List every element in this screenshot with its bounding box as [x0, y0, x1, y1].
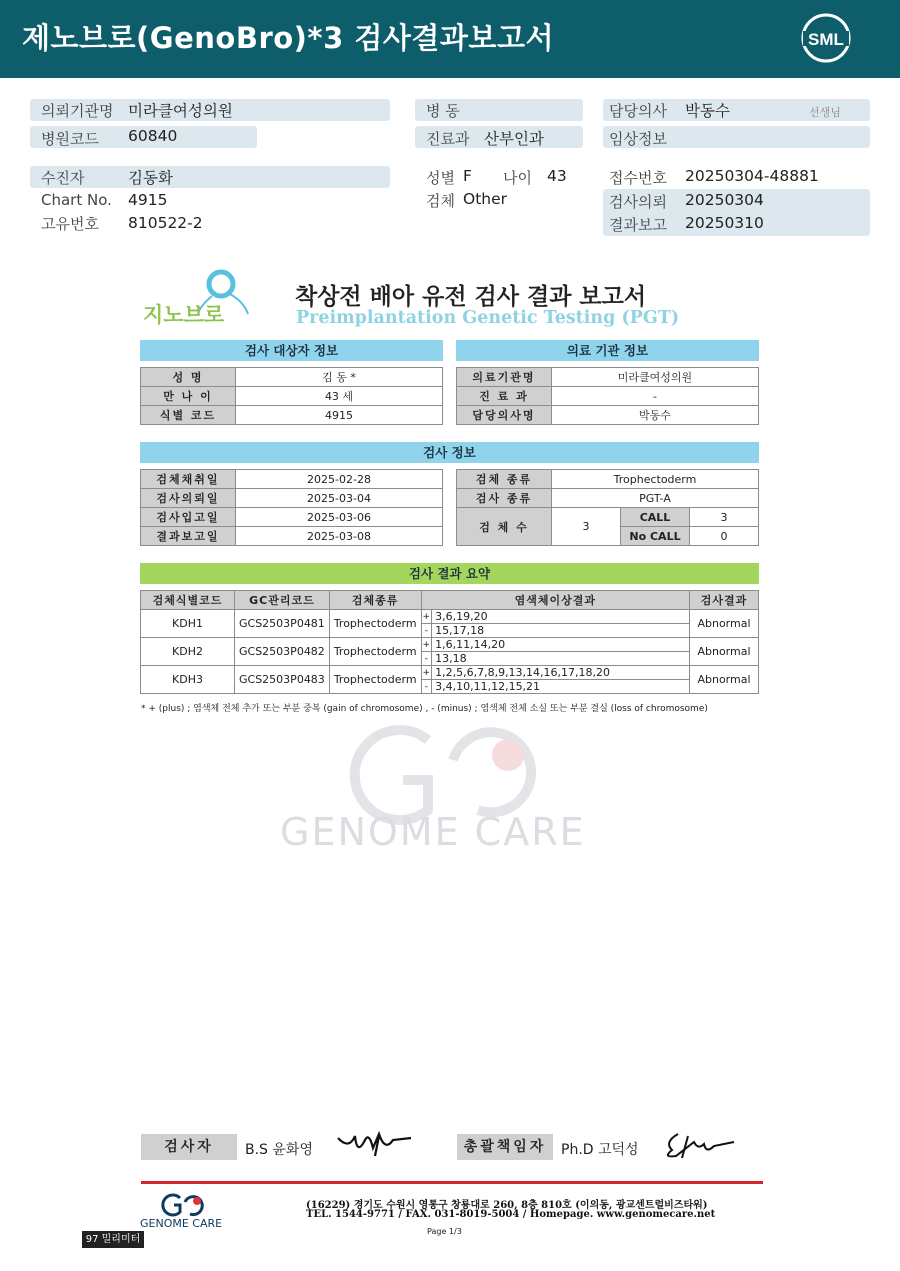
result-date-label: 결과보고일	[141, 527, 236, 546]
institution-name-label: 의료기관명	[457, 368, 552, 387]
report-date-label: 결과보고	[609, 216, 667, 234]
subject-table	[140, 367, 443, 425]
request-org-value: 미라클여성의원	[128, 102, 233, 120]
doctor-value: 박동수	[685, 102, 730, 120]
director-name: Ph.D 고덕성	[561, 1142, 639, 1158]
row3-type: Trophectoderm	[329, 666, 421, 694]
call-value: 3	[690, 508, 759, 527]
collect-date-label: 검체채취일	[141, 470, 236, 489]
footnote: * + (plus) ; 염색체 전체 추가 또는 부분 중복 (gain of chromosome) , - (minus) ; 염색체 전체 소실 또는 부분 결실 (loss of chromosome)	[141, 704, 708, 714]
specimen-type-value: Trophectoderm	[552, 470, 759, 489]
row2-code: KDH2	[141, 638, 235, 666]
collect-date-value: 2025-02-28	[236, 470, 443, 489]
table-row	[457, 489, 759, 508]
receive-date-value: 2025-03-06	[236, 508, 443, 527]
footer-contact: TEL. 1544-9771 / FAX. 031-8019-5004 / Homepage. www.genomecare.net	[306, 1209, 716, 1220]
test-type-label: 검사 종류	[457, 489, 552, 508]
minus-sign: -	[421, 652, 432, 666]
dept-value: 산부인과	[484, 130, 544, 148]
summary-table	[140, 590, 759, 694]
dept-label: 진료과	[426, 130, 470, 148]
col-gc: GC관리코드	[235, 591, 330, 610]
clinical-label: 임상정보	[609, 130, 667, 148]
test-type-value: PGT-A	[552, 489, 759, 508]
table-row	[141, 489, 443, 508]
genome-care-logo-icon	[160, 1192, 206, 1218]
request-org-label: 의뢰기관명	[41, 102, 114, 120]
row1-type: Trophectoderm	[329, 610, 421, 638]
patient-value: 김동화	[128, 169, 173, 187]
table-row	[141, 387, 443, 406]
row2-minus: 13,18	[432, 652, 690, 666]
test-dates-table	[140, 469, 443, 546]
report-subtitle: Preimplantation Genetic Testing (PGT)	[296, 308, 680, 328]
row3-plus: 1,2,5,6,7,8,9,13,14,16,17,18,20	[432, 666, 690, 680]
receipt-value: 20250304-48881	[685, 167, 819, 185]
receipt-label: 접수번호	[609, 169, 667, 187]
tester-signature	[335, 1126, 415, 1160]
nocall-value: 0	[690, 527, 759, 546]
measure-badge: 97 밀리미터	[82, 1231, 144, 1248]
header-bar	[0, 0, 900, 78]
row2-type: Trophectoderm	[329, 638, 421, 666]
row1-code: KDH1	[141, 610, 235, 638]
specimen-count-value: 3	[552, 508, 621, 546]
call-label: CALL	[621, 508, 690, 527]
row1-gc: GCS2503P0481	[235, 610, 330, 638]
table-row	[457, 508, 759, 527]
institution-dept-value: -	[552, 387, 759, 406]
institution-doctor-value: 박동수	[552, 406, 759, 425]
row1-minus: 15,17,18	[432, 624, 690, 638]
report-date-value: 20250310	[685, 214, 764, 232]
row3-gc: GCS2503P0483	[235, 666, 330, 694]
id-value: 810522-2	[128, 214, 203, 232]
row2-plus: 1,6,11,14,20	[432, 638, 690, 652]
table-row	[457, 387, 759, 406]
table-row	[141, 666, 759, 680]
sex-value: F	[463, 167, 472, 185]
row2-result: Abnormal	[690, 638, 759, 666]
table-row	[141, 610, 759, 624]
hospital-code-label: 병원코드	[41, 130, 99, 148]
col-result: 검사결과	[690, 591, 759, 610]
tester-name: B.S 윤화영	[245, 1142, 313, 1158]
subject-header: 검사 대상자 정보	[140, 340, 443, 361]
request-date-label: 검사의뢰	[609, 193, 667, 211]
age-label: 나이	[503, 169, 532, 187]
sml-logo	[800, 12, 852, 64]
col-code: 검체식별코드	[141, 591, 235, 610]
minus-sign: -	[421, 680, 432, 694]
col-abnormal: 염색체이상결과	[421, 591, 689, 610]
test-header: 검사 정보	[140, 442, 759, 463]
result-date-value: 2025-03-08	[236, 527, 443, 546]
row3-code: KDH3	[141, 666, 235, 694]
report-title: 착상전 배아 유전 검사 결과 보고서	[295, 284, 647, 310]
receive-date-label: 검사입고일	[141, 508, 236, 527]
col-type: 검체종류	[329, 591, 421, 610]
subject-code-value: 4915	[236, 406, 443, 425]
request-date-value2: 2025-03-04	[236, 489, 443, 508]
table-row	[141, 470, 443, 489]
specimen-label: 검체	[426, 192, 455, 210]
plus-sign: +	[422, 667, 431, 678]
sex-label: 성별	[426, 169, 455, 187]
footer-logo-text: GENOME CARE	[140, 1217, 223, 1230]
institution-table	[456, 367, 759, 425]
director-signature	[658, 1128, 738, 1162]
subject-name-value: 김 동 *	[236, 368, 443, 387]
table-row	[457, 470, 759, 489]
hospital-code-value: 60840	[128, 127, 178, 145]
specimen-type-label: 검체 종류	[457, 470, 552, 489]
director-label: 총괄책임자	[457, 1134, 553, 1160]
row3-minus: 3,4,10,11,12,15,21	[432, 680, 690, 694]
patient-label: 수진자	[41, 169, 85, 187]
doctor-label: 담당의사	[609, 102, 667, 120]
request-date-value: 20250304	[685, 191, 764, 209]
plus-sign: +	[422, 639, 431, 650]
subject-name-label: 성 명	[141, 368, 236, 387]
id-label: 고유번호	[41, 215, 99, 233]
page-number: Page 1/3	[427, 1227, 462, 1236]
svg-text:지노브로: 지노브로	[143, 303, 225, 327]
footer-address: (16229) 경기도 수원시 영통구 창룡대로 260, 8층 810호 (이의동, 광교센트럴비즈타워)	[306, 1200, 708, 1211]
test-type-table	[456, 469, 759, 546]
ward-label: 병 동	[426, 102, 460, 120]
institution-doctor-label: 담당의사명	[457, 406, 552, 425]
table-row	[141, 527, 443, 546]
table-row	[457, 406, 759, 425]
row1-result: Abnormal	[690, 610, 759, 638]
institution-header: 의료 기관 정보	[456, 340, 759, 361]
minus-sign: -	[421, 624, 432, 638]
watermark-text: GENOME CARE	[280, 810, 586, 854]
page-title: 제노브로(GenoBro)*3 검사결과보고서	[22, 21, 554, 55]
table-row	[141, 406, 443, 425]
subject-code-label: 식별 코드	[141, 406, 236, 425]
specimen-count-label: 검 체 수	[457, 508, 552, 546]
summary-header: 검사 결과 요약	[140, 563, 759, 584]
row3-result: Abnormal	[690, 666, 759, 694]
chart-label: Chart No.	[41, 191, 112, 209]
row1-plus: 3,6,19,20	[432, 610, 690, 624]
table-row	[141, 368, 443, 387]
plus-sign: +	[422, 611, 431, 622]
institution-name-value: 미라클여성의원	[552, 368, 759, 387]
chart-value: 4915	[128, 191, 168, 209]
table-row	[141, 591, 759, 610]
genobro-logo	[140, 266, 255, 328]
specimen-value: Other	[463, 190, 508, 208]
request-date-label2: 검사의뢰일	[141, 489, 236, 508]
nocall-label: No CALL	[621, 527, 690, 546]
footer-divider	[141, 1181, 763, 1184]
subject-age-value: 43 세	[236, 387, 443, 406]
age-value: 43	[547, 167, 567, 185]
table-row	[141, 638, 759, 652]
row2-gc: GCS2503P0482	[235, 638, 330, 666]
doctor-suffix: 선생님	[809, 106, 841, 119]
institution-dept-label: 진 료 과	[457, 387, 552, 406]
svg-text:SML: SML	[808, 30, 844, 49]
subject-age-label: 만 나 이	[141, 387, 236, 406]
table-row	[141, 508, 443, 527]
tester-label: 검사자	[141, 1134, 237, 1160]
table-row	[457, 368, 759, 387]
